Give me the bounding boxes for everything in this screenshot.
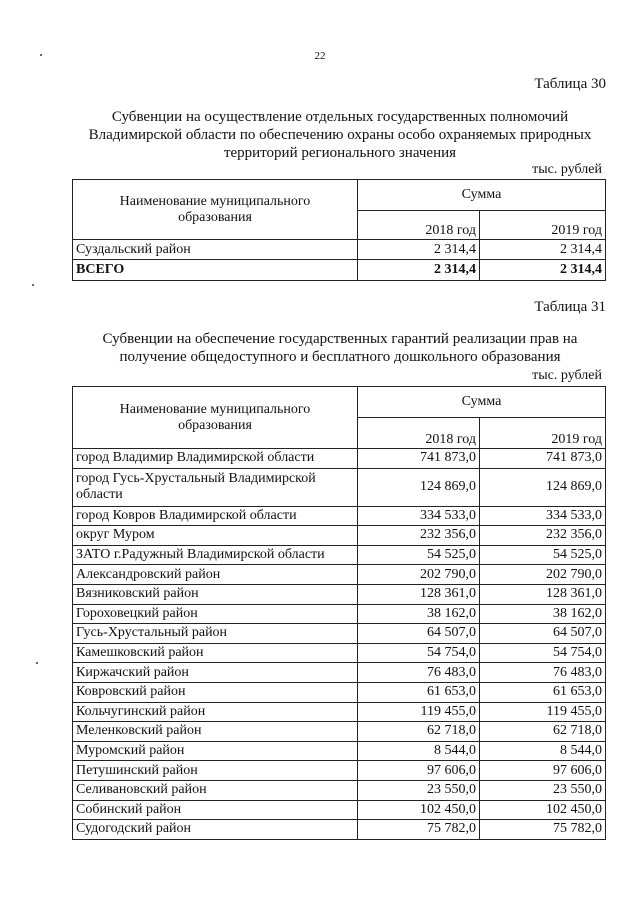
table-row bbox=[73, 526, 606, 546]
row-value-2019: 119 455,0 bbox=[480, 702, 606, 722]
row-name: Вязниковский район bbox=[73, 584, 358, 604]
header-sum: Сумма bbox=[358, 180, 606, 211]
caption-line: Владимирской области по обеспечению охраны особо охраняемых природных bbox=[88, 127, 592, 143]
row-name: Гусь-Хрустальный район bbox=[73, 624, 358, 644]
row-value-2018: 232 356,0 bbox=[358, 526, 480, 546]
table-31-label: Таблица 31 bbox=[534, 299, 606, 315]
caption-line: Субвенции на обеспечение государственных гарантий реализации прав на bbox=[102, 331, 578, 347]
table-row bbox=[73, 800, 606, 820]
table-row bbox=[73, 780, 606, 800]
total-value-2019: 2 314,4 bbox=[480, 260, 606, 281]
row-value-2019: 124 869,0 bbox=[480, 468, 606, 506]
row-value-2018: 38 162,0 bbox=[358, 604, 480, 624]
row-value-2019: 38 162,0 bbox=[480, 604, 606, 624]
row-name: Гороховецкий район bbox=[73, 604, 358, 624]
row-name: Селивановский район bbox=[73, 780, 358, 800]
row-name: Суздальский район bbox=[73, 240, 358, 260]
row-name: Петушинский район bbox=[73, 761, 358, 781]
row-value-2018: 124 869,0 bbox=[358, 468, 480, 506]
row-value-2018: 119 455,0 bbox=[358, 702, 480, 722]
row-name: Александровский район bbox=[73, 565, 358, 585]
row-value-2018: 75 782,0 bbox=[358, 820, 480, 840]
row-value-2019: 76 483,0 bbox=[480, 663, 606, 683]
row-name: Камешковский район bbox=[73, 643, 358, 663]
row-value-2019: 334 533,0 bbox=[480, 506, 606, 526]
row-name: Собинский район bbox=[73, 800, 358, 820]
scan-mark bbox=[32, 284, 34, 286]
table-30-unit: тыс. рублей bbox=[532, 162, 602, 177]
header-year-2019: 2019 год bbox=[480, 418, 606, 449]
table-30 bbox=[72, 179, 606, 281]
row-name: город Гусь-Хрустальный Владимирской области bbox=[73, 468, 358, 506]
row-value-2019: 61 653,0 bbox=[480, 682, 606, 702]
table-row bbox=[73, 722, 606, 742]
row-value-2018: 8 544,0 bbox=[358, 741, 480, 761]
row-name: Судогодский район bbox=[73, 820, 358, 840]
header-year-2018: 2018 год bbox=[358, 211, 480, 240]
row-name: округ Муром bbox=[73, 526, 358, 546]
table-row bbox=[73, 468, 606, 506]
header-name-line: Наименование муниципального bbox=[119, 401, 311, 417]
row-value-2018: 64 507,0 bbox=[358, 624, 480, 644]
header-sum: Сумма bbox=[358, 387, 606, 418]
table-header-row bbox=[73, 180, 606, 211]
table-row bbox=[73, 449, 606, 469]
table-30-label: Таблица 30 bbox=[534, 76, 606, 92]
row-value-2019: 2 314,4 bbox=[480, 240, 606, 260]
row-value-2018: 2 314,4 bbox=[358, 240, 480, 260]
table-row bbox=[73, 604, 606, 624]
row-value-2018: 54 754,0 bbox=[358, 643, 480, 663]
scan-mark bbox=[40, 54, 42, 56]
row-value-2018: 97 606,0 bbox=[358, 761, 480, 781]
page-number: 22 bbox=[314, 50, 326, 62]
table-row bbox=[73, 506, 606, 526]
row-value-2018: 102 450,0 bbox=[358, 800, 480, 820]
row-value-2019: 232 356,0 bbox=[480, 526, 606, 546]
table-31-caption bbox=[60, 330, 620, 366]
header-year-2018: 2018 год bbox=[358, 418, 480, 449]
row-value-2019: 202 790,0 bbox=[480, 565, 606, 585]
table-row bbox=[73, 682, 606, 702]
table-row bbox=[73, 240, 606, 260]
header-name-cell bbox=[73, 387, 358, 449]
row-value-2019: 62 718,0 bbox=[480, 722, 606, 742]
row-value-2019: 741 873,0 bbox=[480, 449, 606, 469]
row-name: город Ковров Владимирской области bbox=[73, 506, 358, 526]
table-row bbox=[73, 663, 606, 683]
table-row bbox=[73, 702, 606, 722]
table-header-row bbox=[73, 387, 606, 418]
row-name: Меленковский район bbox=[73, 722, 358, 742]
table-row bbox=[73, 741, 606, 761]
row-value-2018: 62 718,0 bbox=[358, 722, 480, 742]
total-row bbox=[73, 260, 606, 281]
caption-line: Субвенции на осуществление отдельных государственных полномочий bbox=[111, 109, 569, 125]
row-value-2019: 23 550,0 bbox=[480, 780, 606, 800]
table-row bbox=[73, 565, 606, 585]
row-value-2019: 102 450,0 bbox=[480, 800, 606, 820]
row-value-2019: 64 507,0 bbox=[480, 624, 606, 644]
row-value-2018: 61 653,0 bbox=[358, 682, 480, 702]
row-value-2019: 97 606,0 bbox=[480, 761, 606, 781]
row-name: Киржачский район bbox=[73, 663, 358, 683]
row-value-2018: 741 873,0 bbox=[358, 449, 480, 469]
row-value-2019: 75 782,0 bbox=[480, 820, 606, 840]
table-31-unit: тыс. рублей bbox=[532, 368, 602, 383]
row-name: ЗАТО г.Радужный Владимирской области bbox=[73, 545, 358, 565]
table-row bbox=[73, 820, 606, 840]
row-name: Муромский район bbox=[73, 741, 358, 761]
row-name: Кольчугинский район bbox=[73, 702, 358, 722]
total-label: ВСЕГО bbox=[73, 260, 358, 281]
row-name: Ковровский район bbox=[73, 682, 358, 702]
total-value-2018: 2 314,4 bbox=[358, 260, 480, 281]
row-value-2018: 76 483,0 bbox=[358, 663, 480, 683]
row-value-2019: 54 754,0 bbox=[480, 643, 606, 663]
row-name: город Владимир Владимирской области bbox=[73, 449, 358, 469]
row-value-2018: 23 550,0 bbox=[358, 780, 480, 800]
table-30-caption bbox=[60, 108, 620, 162]
header-name-line: Наименование муниципального bbox=[119, 193, 311, 209]
caption-line: территорий регионального значения bbox=[223, 145, 457, 161]
scan-mark bbox=[36, 662, 38, 664]
row-value-2019: 54 525,0 bbox=[480, 545, 606, 565]
table-row bbox=[73, 584, 606, 604]
row-value-2018: 54 525,0 bbox=[358, 545, 480, 565]
table-31 bbox=[72, 386, 606, 840]
table-31-body bbox=[73, 449, 606, 840]
table-row bbox=[73, 624, 606, 644]
header-name-line: образования bbox=[178, 417, 252, 433]
table-row bbox=[73, 545, 606, 565]
row-value-2018: 202 790,0 bbox=[358, 565, 480, 585]
caption-line: получение общедоступного и бесплатного дошкольного образования bbox=[119, 349, 561, 365]
row-value-2018: 128 361,0 bbox=[358, 584, 480, 604]
row-value-2018: 334 533,0 bbox=[358, 506, 480, 526]
header-year-2019: 2019 год bbox=[480, 211, 606, 240]
header-name-line: образования bbox=[178, 209, 252, 225]
header-name-cell bbox=[73, 180, 358, 240]
table-row bbox=[73, 643, 606, 663]
row-value-2019: 8 544,0 bbox=[480, 741, 606, 761]
table-row bbox=[73, 761, 606, 781]
row-value-2019: 128 361,0 bbox=[480, 584, 606, 604]
